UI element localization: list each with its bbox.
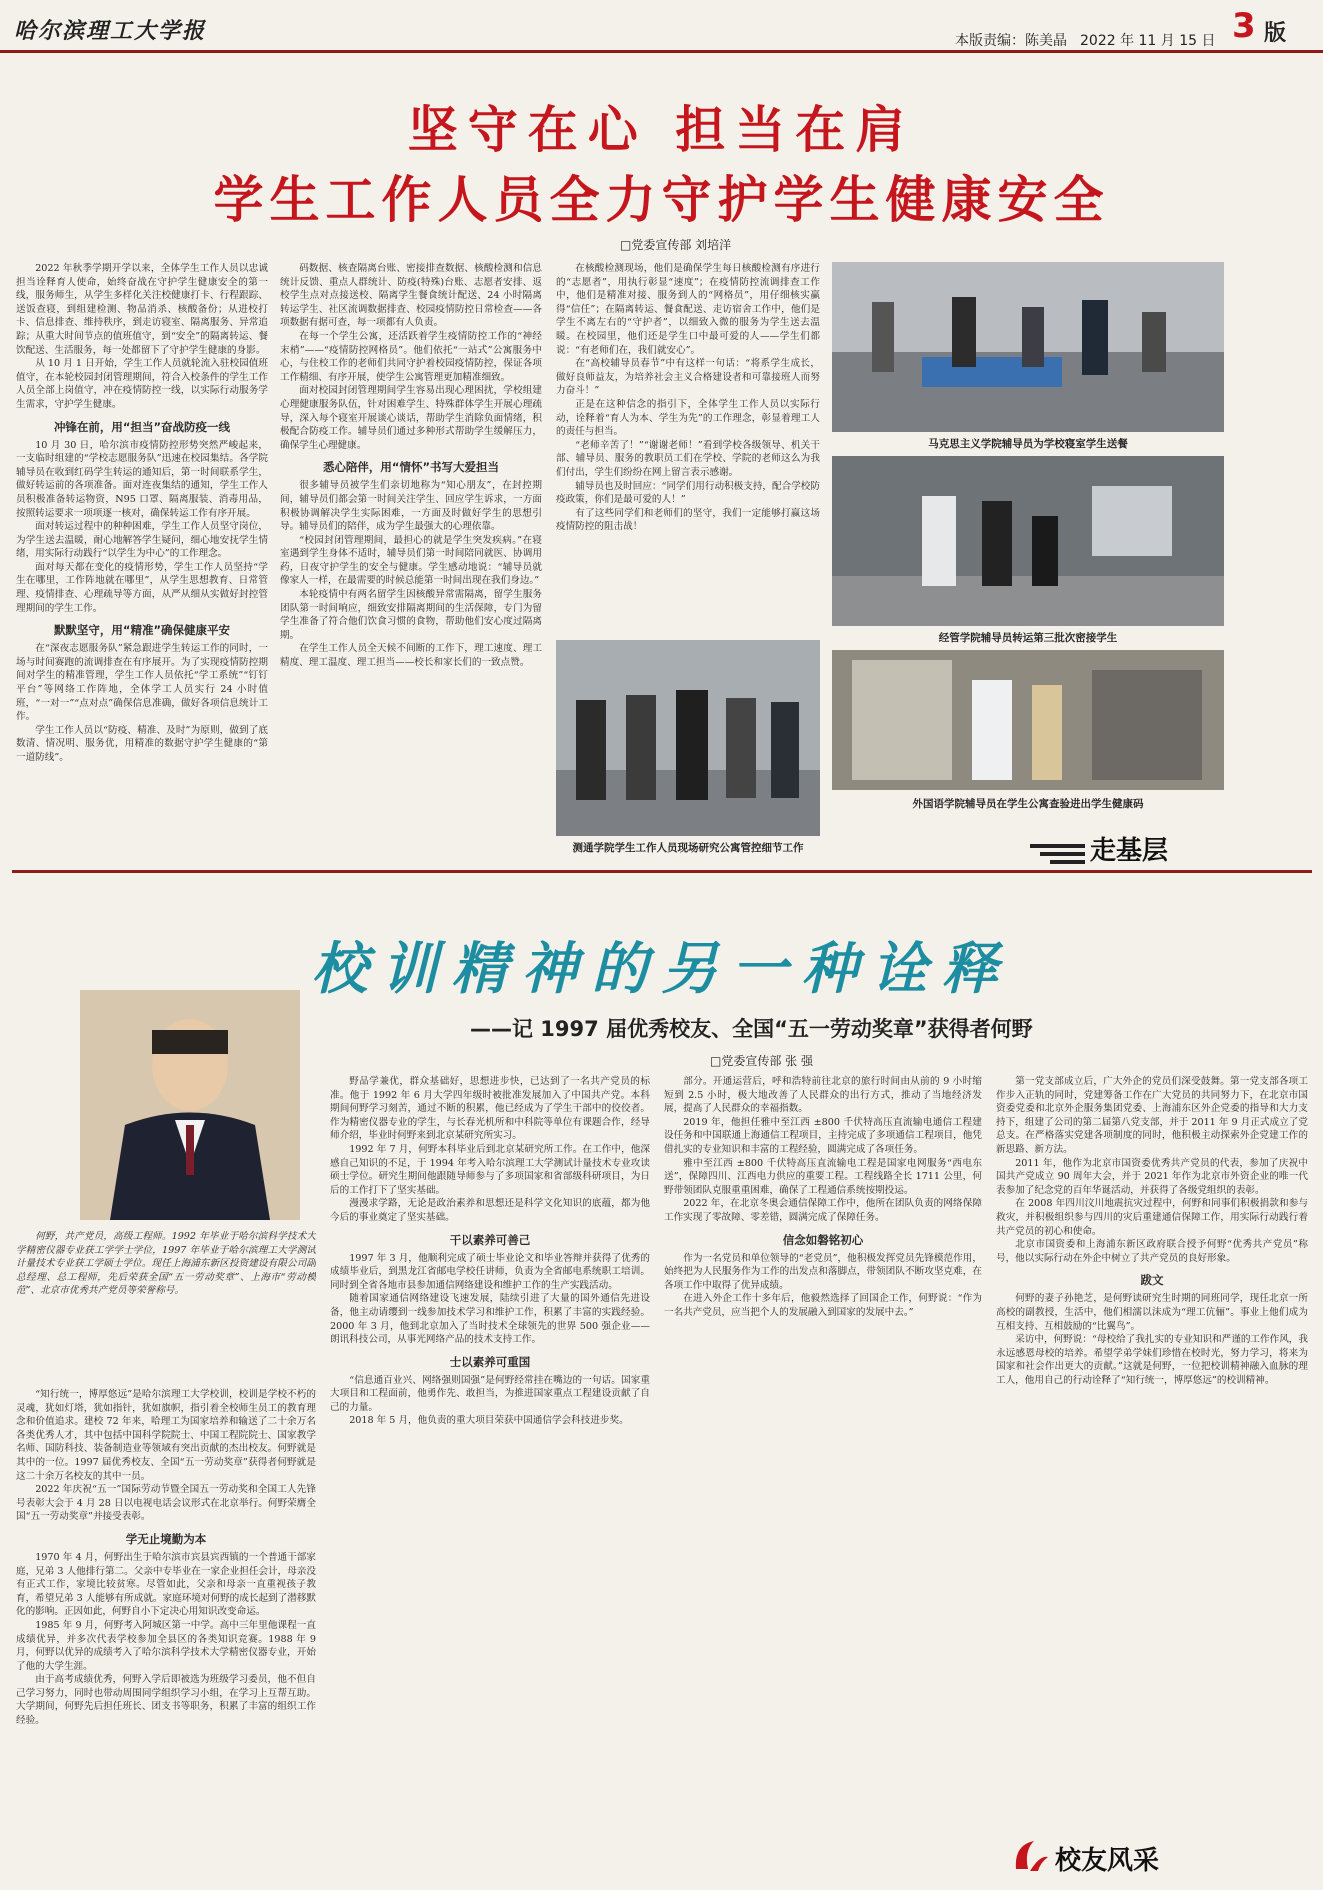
paragraph: 有了这些同学们和老师们的坚守，我们一定能够打赢这场疫情防控的阻击战！ — [556, 507, 820, 533]
paragraph: 由于高考成绩优秀，何野入学后即被选为班级学习委员，他不但自己学习努力，同时也带动周围同学组织学习小组，在学习上互帮互助。大学期间，何野先后担任班长、团支书等职务，积累了丰富的组织工作经验。 — [16, 1674, 316, 1727]
paragraph: 部分。开通运营后，呼和浩特前往北京的旅行时间由从前的 9 小时缩短到 2.5 小时，极大地改善了人民群众的出行方式，推动了当地经济发展，提高了人民群众的幸福指数。 — [664, 1076, 982, 1115]
alumni-column-logo: 校友风采 — [1055, 1846, 1160, 1876]
column-tag: 走基层 — [1090, 836, 1169, 866]
paragraph: 何野的妻子孙艳芝，是何野读研究生时期的同班同学，现任北京一所高校的副教授，生活中，他们相濡以沫成为“理工伉俪”。事业上他们成为互相支持、互相鼓励的“比翼鸟”。 — [996, 1293, 1308, 1332]
photo-staff-meeting — [556, 640, 820, 836]
paragraph: 在“深夜志愿服务队”紧急跟进学生转运工作的同时，一场与时间赛跑的流调排查在有序展开。为了实现疫情防控期间对学生的精准管理，学生工作人员依托“学工系统”“钉钉平台”等网络工作阵地，全体学工人员实行 24 小时值班，“一对一”“点对点”确保信息准确，做好各项信息统计工作。 — [16, 643, 268, 723]
article2-subheadline: ——记 1997 届优秀校友、全国“五一劳动奖章”获得者何野 — [470, 1017, 1033, 1041]
portrait-scene — [80, 990, 300, 1220]
paragraph: 码数据、核查隔离台账、密接排查数据、核酸检测和信息统计反馈、重点人群统计、防疫(特殊)台账、志愿者安排、返校学生点对点接送校、隔离学生餐食统计配送、24 小时隔离转运学生、社区流调数据排查、校园疫情防控日常检查——各项数据有据可查，每一项都有人负责。 — [280, 263, 542, 329]
article2-bio — [16, 1230, 316, 1382]
paragraph: 作为一名党员和单位领导的“老党员”，他积极发挥党员先锋模范作用，始终把为人民服务作为工作的出发点和落脚点，带领团队不断攻坚克难，在各项工作中取得了优异成绩。 — [664, 1252, 982, 1291]
paragraph: 野品学兼优，群众基础好，思想进步快，已达到了一名共产党员的标准。他于 1992 年 6 月大学四年级时被批准发展加入了中国共产党。本科期间何野学习刻苦，通过不断的积累，他已经成为了学生干部中的佼佼者。作为精密仪器专业的学生，与长春光机所和中科院等单位有课题合作，经导师介绍，毕业时何野来到北京某研究所实习。 — [330, 1076, 650, 1142]
paragraph: 在 2008 年四川汶川地震抗灾过程中，何野和同事们积极捐款和参与救灾，并积极组织参与四川的灾后重建通信保障工作，用实际行动践行着共产党员的初心和使命。 — [996, 1198, 1308, 1237]
paragraph: 正是在这种信念的指引下，全体学生工作人员以实际行动，诠释着“育人为本、学生为先”的工作理念，彰显着理工人的责任与担当。 — [556, 398, 820, 438]
paragraph: 1985 年 9 月，何野考入阿城区第一中学。高中三年里他课程一直成绩优异，并多次代表学校参加全县区的各类知识竞赛。1988 年 9 月，何野以优异的成绩考入了哈尔滨科学技术大学精密仪器专业，开始了他的大学生涯。 — [16, 1619, 316, 1672]
paragraph: 面对每天都在变化的疫情形势，学生工作人员坚持“学生在哪里，工作阵地就在哪里”，从学生思想教育、日常管理、疫情排查、心理疏导等方面，从严从细从实做好封控管理期间的学生工作。 — [16, 561, 268, 614]
section-heading: 学无止境勤为本 — [125, 1531, 207, 1546]
article2-column-4 — [996, 1075, 1308, 1825]
paragraph: 从 10 月 1 日开始，学生工作人员就轮流入驻校园值班值守，在本轮校园封闭管理期间，符合入校条件的学生工作人员全部上岗值守，冲在疫情防控一线，以实际行动服务学生需求，守护学生健康。 — [16, 358, 268, 410]
paragraph: 2022 年庆祝“五一”国际劳动节暨全国五一劳动奖和全国工人先锋号表彰大会于 4 月 28 日以电视电话会议形式在北京举行。何野荣膺全国“五一劳动奖章”并接受表彰。 — [16, 1484, 316, 1523]
paragraph: “知行统一，博厚悠远”是哈尔滨理工大学校训，校训是学校不朽的灵魂，犹如灯塔，犹如指针，犹如旗帜，指引着全校师生员工的教育理念和价值追求。建校 72 年来，哈理工为国家培养和输送了二十余万名各类优秀人才，其中包括中国科学院院士、中国工程院院士、国家教学名师、国防科技、装备制造业等领域有突出贡献的杰出校友。何野就是其中的一位。1997 届优秀校友、全国“五一劳动奖章”获得者何野就是这二十余万名校友的其中一员。 — [16, 1389, 316, 1482]
paragraph: 1970 年 4 月，何野出生于哈尔滨市宾县宾西镇的一个普通干部家庭，兄弟 3 人他排行第二。父亲中专毕业在一家企业担任会计，母亲没有正式工作，家境比较贫寒。尽管如此，父亲和母亲一直重视孩子教育，希望兄弟 3 人能够有所成就。家庭环境对何野的成长起到了潜移默化的影响。正因如此，何野自小下定决心用知识改变命运。 — [16, 1551, 316, 1618]
paragraph: 2022 年，在北京冬奥会通信保障工作中，他所在团队负责的网络保障工作实现了零故障、零差错，圆满完成了保障任务。 — [664, 1198, 982, 1223]
section-heading: 跋文 — [1140, 1273, 1164, 1288]
photo-scene — [556, 640, 820, 836]
article1-column-2 — [280, 262, 542, 907]
photo-caption: 测通学院学生工作人员现场研究公寓管控细节工作 — [572, 842, 804, 854]
alumni-logo-icon — [1010, 1835, 1052, 1877]
issue-date: 2022 年 11 月 15 日 — [1080, 33, 1216, 49]
article2-byline: □党委宣传部 张 强 — [710, 1054, 813, 1068]
photo-caption: 经管学院辅导员转运第三批次密接学生 — [938, 632, 1118, 644]
paragraph: “校园封闭管理期间，最担心的就是学生突发疾病。”在寝室遇到学生身体不适时，辅导员们第一时间陪同就医、协调用药，日夜守护学生的安全与健康。学生感动地说：“辅导员就像家人一样，在最需要的时候总能第一时间出现在我们身边。” — [280, 534, 542, 587]
paragraph: 何野，共产党员，高级工程师。1992 年毕业于哈尔滨科学技术大学精密仪器专业获工学学士学位，1997 年毕业于哈尔滨理工大学测试计量技术专业获工学硕士学位。现任上海浦东新区投资建设有限公司副总经理、总工程师，先后荣获全国“五一劳动奖章”、上海市“劳动模范”、北京市优秀共产党员等荣誉称号。 — [16, 1231, 316, 1297]
photo-scene — [832, 456, 1224, 626]
paragraph: 1992 年 7 月，何野本科毕业后到北京某研究所工作。在工作中，他深感自己知识的不足，于 1994 年考入哈尔滨理工大学测试计量技术专业攻读硕士学位。研究生期间他跟随导师参与了多项国家和省部级科研项目，为日后的工作打下了坚实基础。 — [330, 1143, 650, 1196]
article1-headline-1: 坚守在心 担当在肩 — [407, 100, 916, 159]
paragraph: 面对转运过程中的种种困难，学生工作人员坚守岗位，为学生送去温暖，耐心地解答学生疑问，细心地安抚学生情绪，用实际行动践行“以学生为中心”的工作理念。 — [16, 521, 268, 560]
section-heading: 悉心陪伴，用“情怀”书写大爱担当 — [322, 460, 500, 475]
article1-column-3 — [556, 262, 820, 632]
paragraph: 1997 年 3 月，他顺利完成了硕士毕业论文和毕业答辩并获得了优秀的成绩毕业后，到黑龙江省邮电学校任讲师，负责为全省邮电系统职工培训。同时到全省各地市县参加通信网络建设和维护工作的生产实践活动。 — [330, 1252, 650, 1291]
paragraph: 本轮疫情中有两名留学生因核酸异常需隔离，留学生服务团队第一时间响应，细致安排隔离期间的生活保障，专门为留学生准备了符合他们饮食习惯的食物，帮助他们安心度过隔离期。 — [280, 589, 542, 641]
photo-caption: 马克思主义学院辅导员为学校寝室学生送餐 — [928, 438, 1128, 450]
paragraph: 北京市国资委和上海浦东新区政府联合授予何野“优秀共产党员”称号，他以实际行动在外企中树立了共产党员的良好形象。 — [996, 1239, 1308, 1264]
paragraph: 2019 年，他担任雅中至江西 ±800 千伏特高压直流输电通信工程建设任务和中国联通上海通信工程项目，主持完成了多项通信工程项目，他凭借扎实的专业知识和丰富的工程经验，圆满完成了各项任务。 — [664, 1116, 982, 1155]
newspaper-name: 哈尔滨理工大学报 — [14, 18, 207, 44]
article2-column-1 — [16, 1388, 316, 1878]
paragraph: 很多辅导员被学生们亲切地称为“知心朋友”，在封控期间，辅导员们都会第一时间关注学生、回应学生诉求，一方面积极协调解决学生实际困难，一方面及时做好学生的思想引导。辅导员们的陪伴，成为学生最强大的心理依靠。 — [280, 480, 542, 533]
section-heading: 士以素养可重国 — [449, 1354, 531, 1369]
section-heading: 默默坚守，用“精准”确保健康平安 — [53, 623, 231, 638]
portrait-photo — [80, 990, 300, 1220]
photo-scene — [832, 262, 1224, 432]
section-heading: 信念如磐铭初心 — [782, 1232, 864, 1247]
paragraph: 在学生工作人员全天候不间断的工作下，理工速度、理工精度、理工温度、理工担当——校长和家长们的一致点赞。 — [280, 643, 542, 669]
article2-column-2 — [330, 1075, 650, 1880]
paragraph: 2011 年，他作为北京市国资委优秀共产党员的代表，参加了庆祝中国共产党成立 90 周年大会，并于 2021 年作为北京市外资企业的唯一代表参加了纪念党的百年华诞活动，并获得了各级党组织的表彰。 — [996, 1157, 1308, 1196]
page-suffix: 版 — [1264, 21, 1287, 46]
article2-headline: 校训精神的另一种诠释 — [311, 936, 1012, 1002]
section-heading: 冲锋在前，用“担当”奋战防疫一线 — [53, 419, 231, 434]
paragraph: 辅导员也及时回应：“同学们用行动积极支持，配合学校防疫政策，你们是最可爱的人！” — [556, 480, 820, 506]
photo-caption: 外国语学院辅导员在学生公寓查验进出学生健康码 — [912, 798, 1144, 810]
photo-scene — [832, 650, 1224, 790]
paragraph: 随着国家通信网络建设飞速发展，陆续引进了大量的国外通信先进设备，他主动请缨到一线参加技术学习和维护工作，积累了丰富的实践经验。2000 年 3 月，他到北京加入了当时技术全球领先的世界 500 强企业——朗讯科技公司，从事光网络产品的技术支持工作。 — [330, 1293, 650, 1346]
article2-column-3 — [664, 1075, 982, 1880]
article1-byline: □党委宣传部 刘培洋 — [620, 238, 732, 252]
photo-transfer — [832, 456, 1224, 626]
paragraph: 2018 年 5 月，他负责的重大项目荣获中国通信学会科技进步奖。 — [349, 1415, 629, 1427]
paragraph: 在“高校辅导员春节”中有这样一句话：“将系学生成长，做好良师益友，为培养社会主义合格建设者和可靠接班人而努力奋斗！” — [556, 358, 820, 397]
paragraph: 2022 年秋季学期开学以来，全体学生工作人员以忠诚担当诠释育人使命，始终奋战在守护学生健康安全的第一线，服务师生，从学生多样化关注校健康打卡、行程跟踪、送饭查寝，到组建检测、物品消杀、核酸备份；从进校打卡、信息排查、维持秩序，到走访寝室、隔离服务、异常追踪；从重大时间节点的值班值守，到“安全”的隔离转运、餐饮配送、生活服务，每一处都留下了守护学生健康的身影。 — [16, 263, 268, 356]
page-number: 3 — [1232, 6, 1256, 46]
paragraph: “老师辛苦了！”“谢谢老师！”看到学校各级领导、机关干部、辅导员、服务的教职员工们在学校、学院的老师这么为我们付出，学生们纷纷在网上留言表示感谢。 — [556, 439, 820, 478]
paragraph: 采访中，何野说：“母校给了我扎实的专业知识和严谨的工作作风，我永远感恩母校的培养。希望学弟学妹们珍惜在校时光，努力学习，将来为国家和社会作出更大的贡献。”这就是何野，一位把校训精神融入血脉的理工人，他用自己的行动诠释了“知行统一，博厚悠远”的校训精神。 — [996, 1334, 1308, 1386]
section-divider — [12, 870, 1312, 873]
masthead — [0, 0, 1323, 53]
paragraph: 学生工作人员以“防疫、精准、及时”为原则，做到了底数清、情况明、服务优，用精准的数据守护学生健康的“第一道防线”。 — [16, 724, 268, 763]
photo-health-code — [832, 650, 1224, 790]
paragraph: 在每一个学生公寓，还活跃着学生疫情防控工作的“神经末梢”——“疫情防控网格员”。他们依托“一站式”公寓服务中心，与住校工作的老师们共同守护着校园疫情防控，保证各项工作精细、有序开展，使学生公寓管理更加精准细致。 — [280, 330, 542, 383]
paragraph: 面对校园封闭管理期间学生容易出现心理困扰，学校组建心理健康服务队伍，针对困难学生、特殊群体学生开展心理疏导，深入每个寝室开展谈心谈话，帮助学生消除负面情绪，积极配合防疫工作。辅导员们通过多种形式帮助学生缓解压力，确保学生心理健康。 — [280, 385, 542, 451]
page-editor: 本版责编：陈美晶 — [955, 33, 1067, 49]
paragraph: 在核酸检测现场，他们是确保学生每日核酸检测有序进行的“志愿者”，用执行彰显“速度”；在疫情防控流调排查工作中，他们是精准对接、服务到人的“网格员”，用仔细核实赢得“信任”；在隔离转运、餐食配送、走访宿舍工作中，他们是学生不离左右的“守护者”，以细致入微的服务为学生送去温暖。在校园里，他们还是学生口中最可爱的人——学生们都说：“有老师们在，我们就安心”。 — [556, 263, 820, 356]
paragraph: 第一党支部成立后，广大外企的党员们深受鼓舞。第一党支部各项工作步入正轨的同时，党建筹备工作在广大党员的共同努力下，在北京市国资委党委和北京外企服务集团党委、上海浦东区外企党委的指导和大力支持下，组建了公司的第二届第八党支部，并于 2011 年 9 月正式成立了党总支。在严格落实党建各项制度的同时，他积极主动探索外企党建工作的新思路、新方法。 — [996, 1076, 1308, 1155]
photo-meal-delivery — [832, 262, 1224, 432]
paragraph: 在进入外企工作十多年后，他毅然选择了回国企工作，何野说：“作为一名共产党员，应当把个人的发展融入到国家的发展中去。” — [664, 1293, 982, 1318]
paragraph: 10 月 30 日，哈尔滨市疫情防控形势突然严峻起来，一支临时组建的“学校志愿服务队”迅速在校园集结。各学院辅导员在收到红码学生转运的通知后，第一时间联系学生，做好转运前的各项准备。面对连夜集结的通知，学生工作人员积极准备转运物资，N95 口罩、隔离服装、消毒用品，按照转运要求一项项逐一核对，确保转运工作有序开展。 — [16, 439, 268, 519]
article1-headline-2: 学生工作人员全力守护学生健康安全 — [213, 170, 1110, 229]
paragraph: 雅中至江西 ±800 千伏特高压直流输电工程是国家电网服务“西电东送”，保障四川、江西电力供应的重要工程。工程线路全长 1711 公里，何野带领团队克服重重困难，确保了工程通信系统按期投运。 — [664, 1157, 982, 1196]
paragraph: “信息通百业兴、网络强则国强”是何野经常挂在嘴边的一句话。国家重大项目和工程面前，他勇作先、敢担当，为推进国家重点工程建设贡献了自己的力量。 — [330, 1374, 650, 1413]
paragraph: 漫漫求学路，无论是政治素养和思想还是科学文化知识的底蕴，都为他今后的事业奠定了坚实基础。 — [330, 1198, 650, 1223]
section-heading: 干以素养可善己 — [449, 1232, 531, 1247]
column-tag-stripes — [1030, 840, 1085, 870]
article1-column-1 — [16, 262, 268, 907]
